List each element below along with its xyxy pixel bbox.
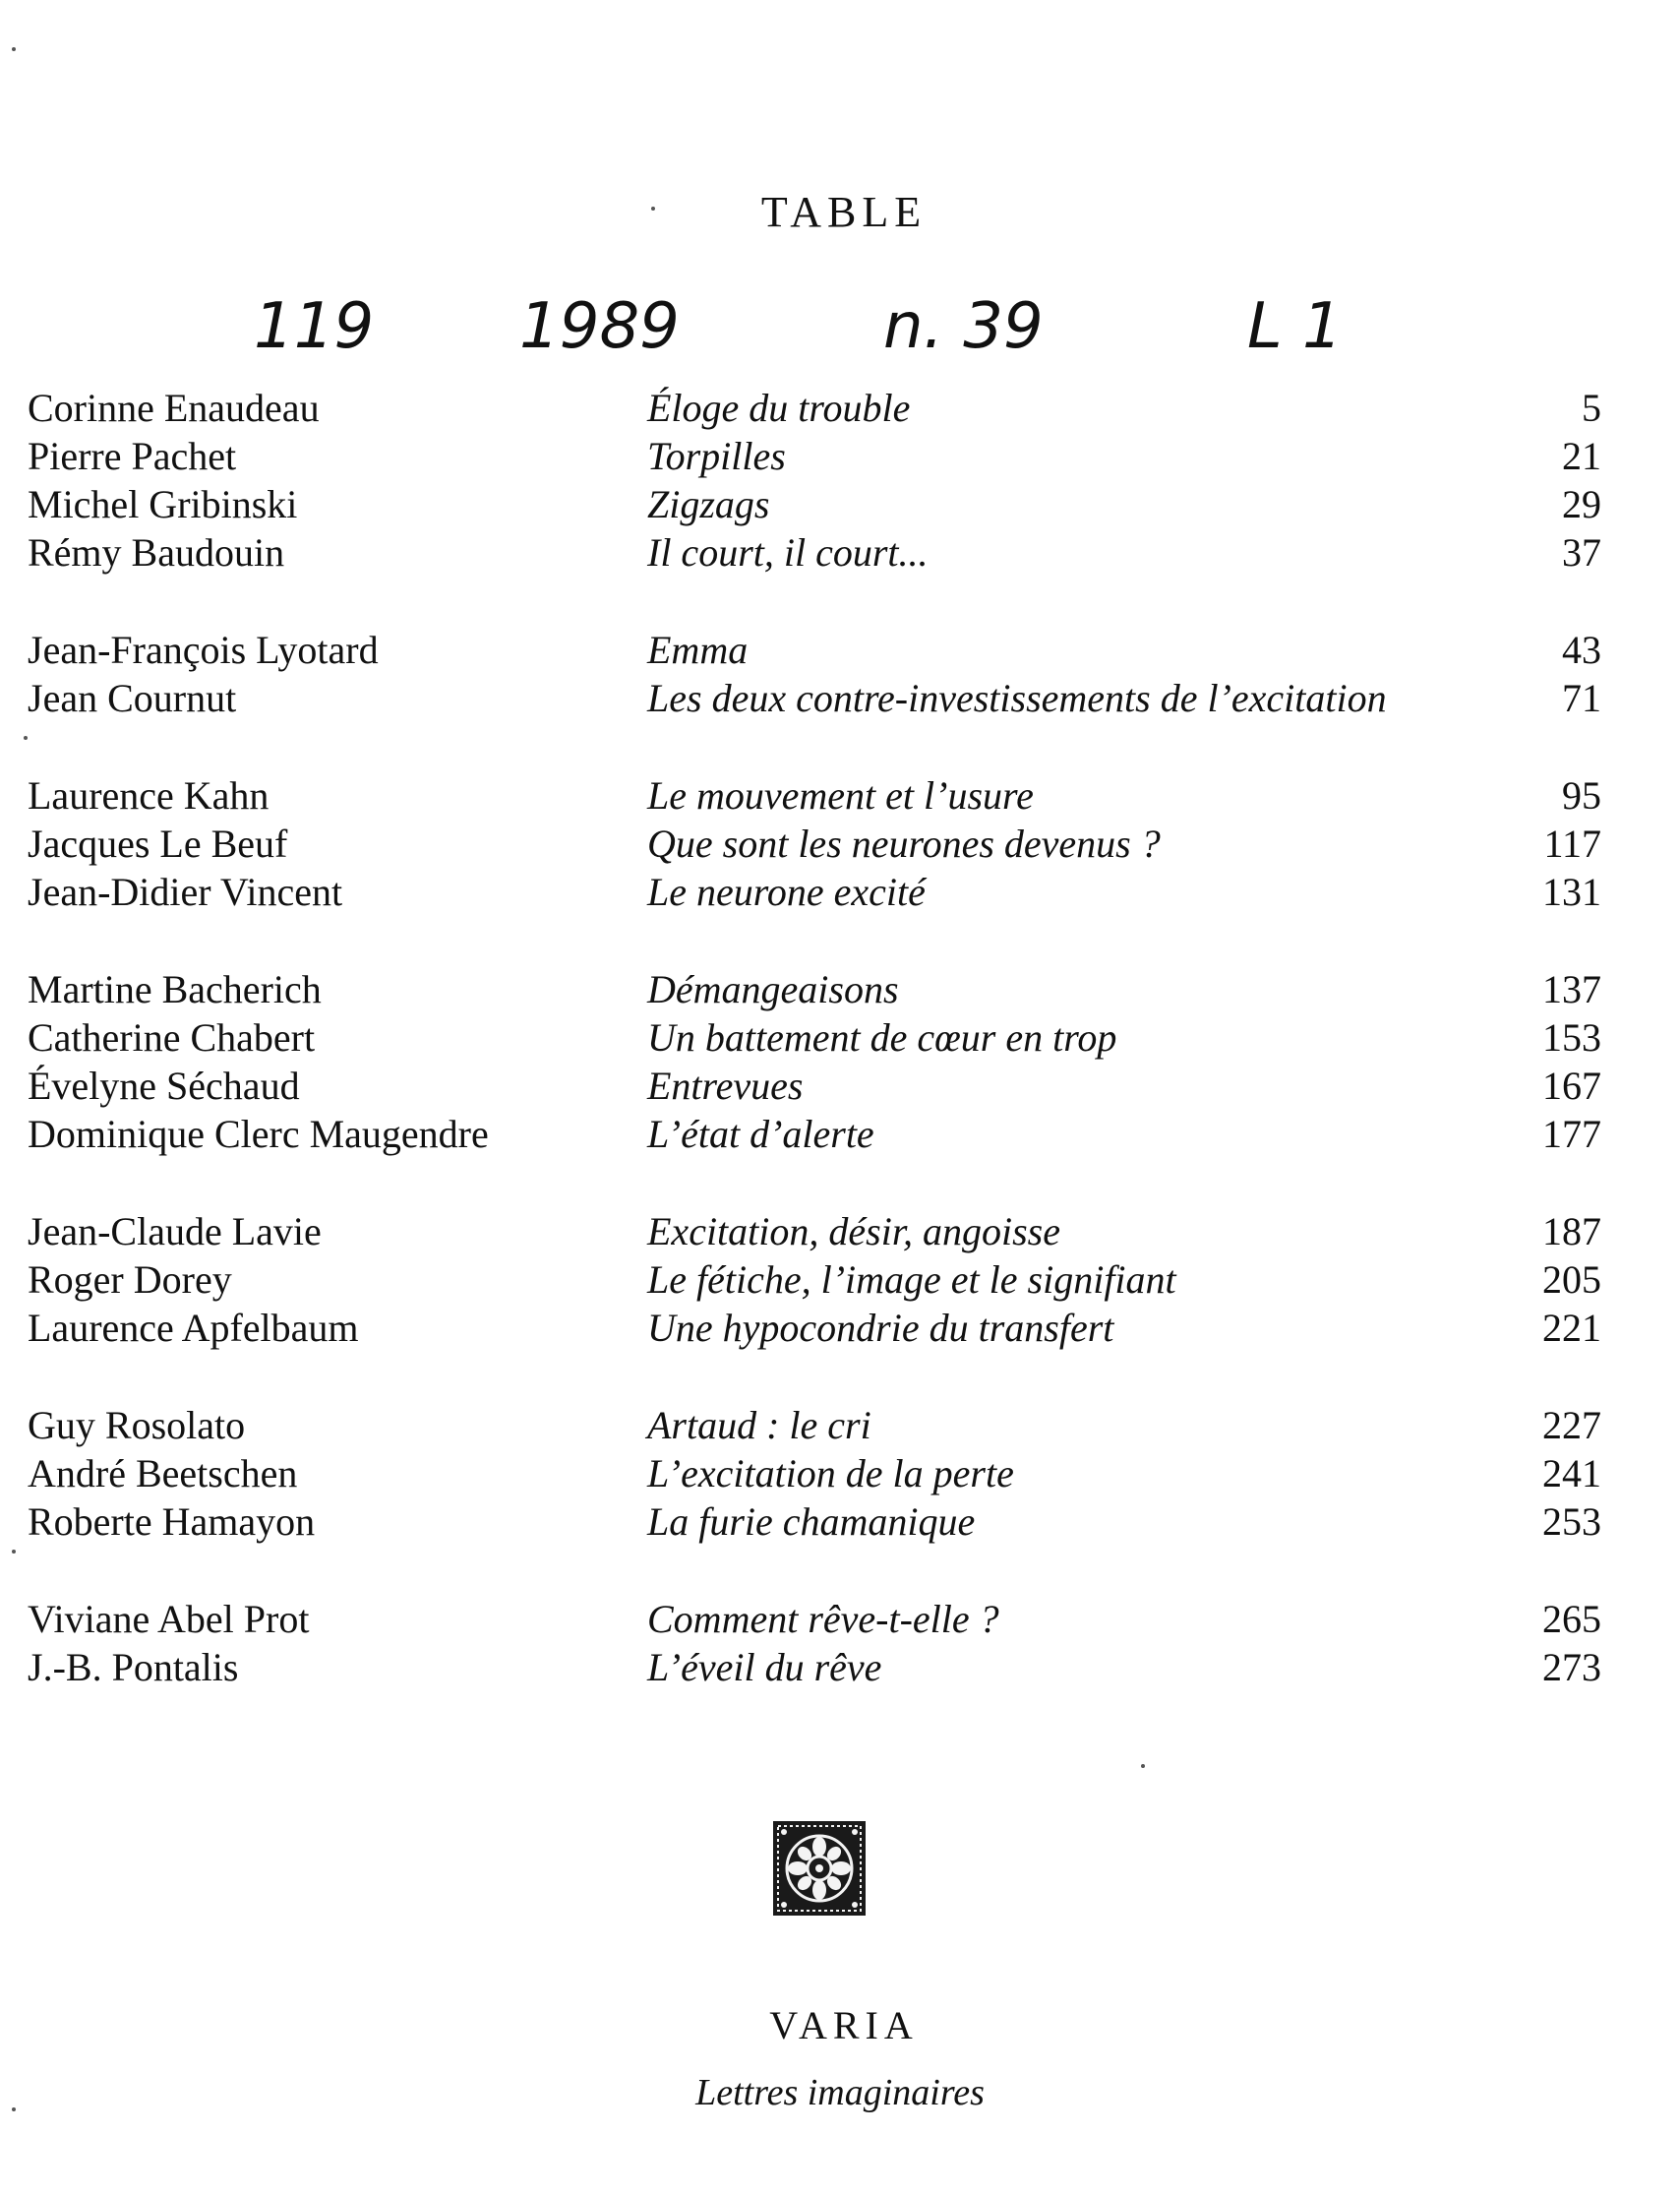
toc-title: Excitation, désir, angoisse: [647, 1209, 1060, 1253]
toc-entry: [0, 1595, 1680, 1643]
toc-group: [0, 626, 1680, 722]
toc-title: Une hypocondrie du transfert: [647, 1306, 1114, 1350]
toc-title: La furie chamanique: [647, 1499, 976, 1544]
toc-author: Rémy Baudouin: [28, 530, 285, 575]
toc-entry: [0, 1449, 1680, 1497]
toc-title: Entrevues: [647, 1064, 804, 1108]
toc-entry: [0, 1062, 1680, 1110]
toc-page-number: 71: [1562, 676, 1601, 720]
toc-page-number: 131: [1542, 870, 1601, 914]
toc-author: Roberte Hamayon: [28, 1499, 316, 1544]
toc-author: André Beetschen: [28, 1451, 298, 1495]
toc-entry: [0, 965, 1680, 1013]
toc-page-number: 177: [1542, 1112, 1601, 1156]
toc-page-number: 37: [1562, 530, 1601, 575]
toc-page-number: 29: [1562, 482, 1601, 526]
toc-entry: [0, 674, 1680, 722]
toc-group: [0, 1401, 1680, 1546]
toc-title: Il court, il court...: [647, 530, 929, 575]
toc-author: J.-B. Pontalis: [28, 1645, 239, 1689]
toc-title: L’excitation de la perte: [647, 1451, 1014, 1495]
toc-page-number: 241: [1542, 1451, 1601, 1495]
toc-page-number: 205: [1542, 1257, 1601, 1302]
toc-entry: [0, 1304, 1680, 1352]
scan-speck: [12, 2107, 16, 2111]
table-of-contents: [0, 384, 1680, 1740]
toc-page-number: 5: [1582, 386, 1601, 430]
toc-entry: [0, 868, 1680, 916]
toc-page-number: 187: [1542, 1209, 1601, 1253]
toc-title: Démangeaisons: [647, 967, 899, 1011]
toc-author: Michel Gribinski: [28, 482, 298, 526]
toc-entry: [0, 820, 1680, 868]
toc-entry: [0, 1207, 1680, 1255]
toc-group: [0, 1207, 1680, 1352]
toc-title: L’état d’alerte: [647, 1112, 874, 1156]
toc-page-number: 253: [1542, 1499, 1601, 1544]
toc-page-number: 117: [1543, 822, 1601, 866]
toc-author: Pierre Pachet: [28, 434, 237, 478]
toc-title: Un battement de cœur en trop: [647, 1015, 1117, 1060]
toc-author: Laurence Kahn: [28, 773, 270, 818]
toc-entry: [0, 1255, 1680, 1304]
toc-author: Jean-Claude Lavie: [28, 1209, 322, 1253]
toc-page-number: 167: [1542, 1064, 1601, 1108]
scan-speck: [651, 207, 655, 211]
toc-group: [0, 384, 1680, 577]
toc-entry: [0, 1110, 1680, 1158]
toc-page-number: 227: [1542, 1403, 1601, 1447]
toc-author: Évelyne Séchaud: [28, 1064, 300, 1108]
toc-page-number: 221: [1542, 1306, 1601, 1350]
toc-author: Jean-François Lyotard: [28, 628, 379, 672]
toc-entry: [0, 1497, 1680, 1546]
toc-page-number: 137: [1542, 967, 1601, 1011]
toc-author: Dominique Clerc Maugendre: [28, 1112, 489, 1156]
varia-subtitle: Lettres imaginaires: [695, 2072, 985, 2113]
toc-title: Torpilles: [647, 434, 786, 478]
scan-speck: [12, 47, 16, 51]
toc-entry: [0, 771, 1680, 820]
scan-speck: [12, 1550, 16, 1554]
toc-page-number: 153: [1542, 1015, 1601, 1060]
toc-author: Jean-Didier Vincent: [28, 870, 343, 914]
toc-title: Le mouvement et l’usure: [647, 773, 1034, 818]
toc-page-number: 95: [1562, 773, 1601, 818]
handwritten-note-number: 119: [254, 290, 375, 363]
toc-title: Que sont les neurones devenus ?: [647, 822, 1161, 866]
toc-title: Le neurone excité: [647, 870, 926, 914]
toc-group: [0, 965, 1680, 1158]
toc-page-number: 273: [1542, 1645, 1601, 1689]
toc-author: Corinne Enaudeau: [28, 386, 320, 430]
toc-entry: [0, 1401, 1680, 1449]
toc-title: Les deux contre-investissements de l’excitation: [647, 676, 1387, 720]
handwritten-note-issue: n. 39: [883, 290, 1044, 363]
toc-author: Jacques Le Beuf: [28, 822, 288, 866]
toc-entry: [0, 1643, 1680, 1691]
toc-entry: [0, 626, 1680, 674]
toc-title: L’éveil du rêve: [647, 1645, 882, 1689]
toc-page-number: 43: [1562, 628, 1601, 672]
toc-title: Le fétiche, l’image et le signifiant: [647, 1257, 1176, 1302]
toc-entry: [0, 528, 1680, 577]
toc-group: [0, 771, 1680, 916]
handwritten-note-year: 1989: [519, 290, 680, 363]
page-title: TABLE: [760, 188, 928, 236]
toc-entry: [0, 384, 1680, 432]
handwritten-note-shelf: L 1: [1247, 290, 1343, 363]
toc-title: Éloge du trouble: [647, 386, 911, 430]
toc-title: Emma: [647, 628, 749, 672]
scan-speck: [24, 736, 28, 740]
toc-author: Catherine Chabert: [28, 1015, 316, 1060]
ornament-icon: [772, 1820, 867, 1917]
toc-author: Jean Cournut: [28, 676, 237, 720]
toc-entry: [0, 480, 1680, 528]
toc-title: Zigzags: [647, 482, 770, 526]
toc-entry: [0, 432, 1680, 480]
toc-author: Roger Dorey: [28, 1257, 232, 1302]
toc-group: [0, 1595, 1680, 1691]
toc-entry: [0, 1013, 1680, 1062]
scan-speck: [1141, 1764, 1145, 1768]
toc-author: Laurence Apfelbaum: [28, 1306, 359, 1350]
toc-author: Guy Rosolato: [28, 1403, 246, 1447]
toc-title: Artaud : le cri: [647, 1403, 871, 1447]
toc-author: Viviane Abel Prot: [28, 1597, 310, 1641]
toc-author: Martine Bacherich: [28, 967, 322, 1011]
toc-page-number: 21: [1562, 434, 1601, 478]
toc-page-number: 265: [1542, 1597, 1601, 1641]
toc-title: Comment rêve-t-elle ?: [647, 1597, 999, 1641]
varia-heading: VARIA: [769, 2003, 919, 2047]
